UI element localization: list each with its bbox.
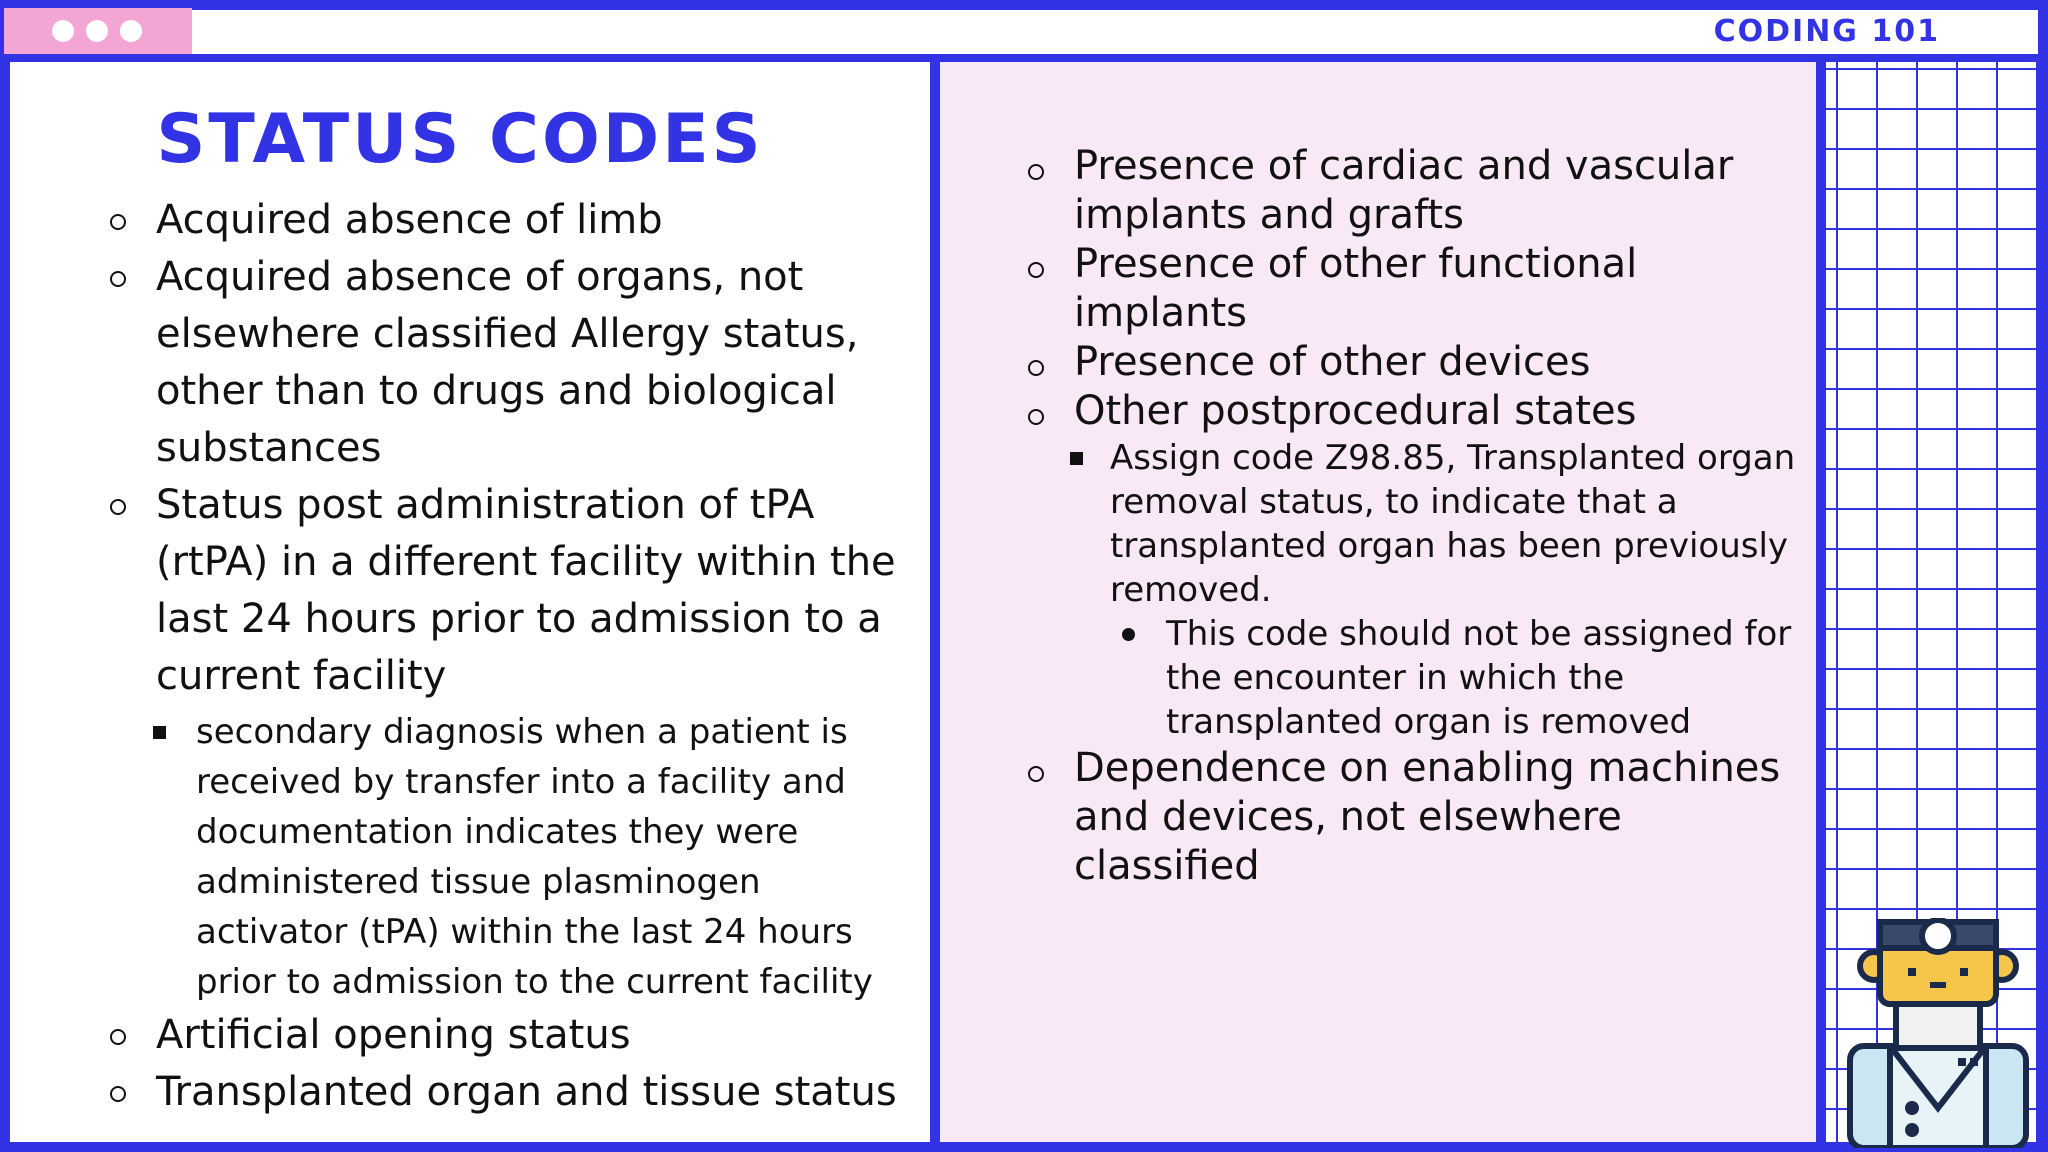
list-item: Artificial opening status xyxy=(108,1007,908,1064)
sub-list-item: Assign code Z98.85, Transplanted organ removal status, to indicate that a transplanted organ has been previously removed. xyxy=(1026,436,1796,612)
dot xyxy=(120,20,142,42)
slide-title: STATUS CODES xyxy=(156,100,764,179)
sub-list-item: secondary diagnosis when a patient is received by transfer into a facility and documentation indicates they were administered tissue plasminogen activator (tPA) within the last 24 hours prior to admission to the current facility xyxy=(108,707,908,1007)
list-item: Other postprocedural states xyxy=(1026,387,1796,436)
left-panel xyxy=(10,62,930,1142)
brand-label: CODING 101 xyxy=(1713,14,1940,49)
right-bullet-list xyxy=(1026,142,1796,891)
list-item: Transplanted organ and tissue status xyxy=(108,1064,908,1121)
dot xyxy=(52,20,74,42)
dot xyxy=(86,20,108,42)
list-item: Status post administration of tPA (rtPA) in a different facility within the last 24 hours prior to admission to a current facility xyxy=(108,477,908,705)
list-item: Acquired absence of organs, not elsewhere classified Allergy status, other than to drugs and biological substances xyxy=(108,249,908,477)
doctor-icon xyxy=(1838,918,2038,1148)
three-dots-icon xyxy=(4,8,192,54)
panel-divider xyxy=(930,62,940,1152)
panel-divider xyxy=(1816,62,1826,1152)
list-item: Presence of other devices xyxy=(1026,338,1796,387)
right-panel xyxy=(940,62,1816,1142)
list-item: Acquired absence of limb xyxy=(108,192,908,249)
sub-sub-list-item: This code should not be assigned for the encounter in which the transplanted organ is removed xyxy=(1026,612,1796,744)
left-bullet-list xyxy=(108,192,908,1121)
list-item: Presence of other functional implants xyxy=(1026,240,1796,338)
list-item: Dependence on enabling machines and devices, not elsewhere classified xyxy=(1026,744,1796,891)
top-bar xyxy=(0,0,2048,62)
list-item: Presence of cardiac and vascular implants and grafts xyxy=(1026,142,1796,240)
